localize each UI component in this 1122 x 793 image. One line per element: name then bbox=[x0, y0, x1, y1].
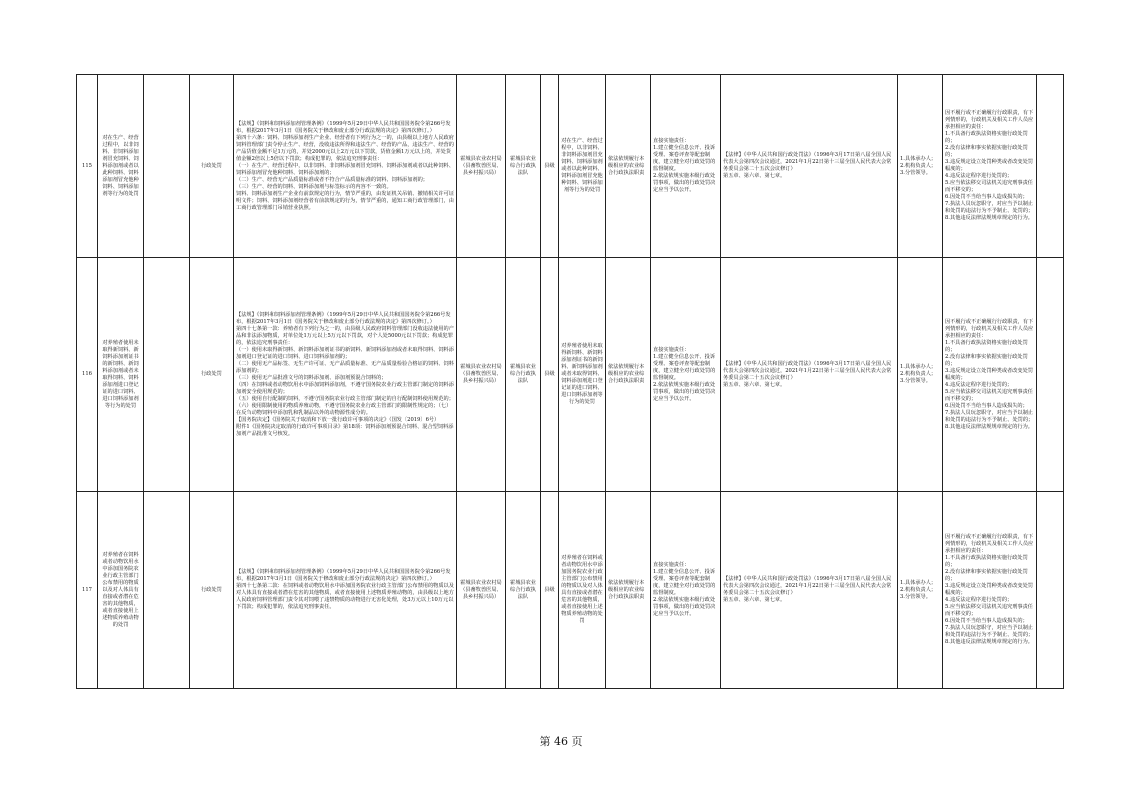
table-row bbox=[77, 492, 1064, 689]
responsibility: 依法依规履行本级相应的农业综合行政执法职责 bbox=[606, 492, 651, 689]
sub-item bbox=[144, 492, 190, 689]
row-number: 117 bbox=[77, 492, 98, 689]
responsibility: 依法依规履行本级相应的农业综合行政执法职责 bbox=[606, 75, 651, 258]
basis-paragraph: （三）生产、经营的饲料、饲料添加剂与标签标示的内容不一致的。 bbox=[236, 183, 392, 190]
implementing-department: 霍城县农业农村局（县畜牧兽医局、县乡村振兴局） bbox=[457, 258, 506, 492]
legal-basis bbox=[234, 75, 457, 258]
enforcement-team: 霍城县农业综合行政执法队 bbox=[506, 258, 541, 492]
sub-item bbox=[144, 75, 190, 258]
table-row bbox=[77, 75, 1064, 258]
basis-paragraph: （二）生产、经营无产品质量标准或者不符合产品质量标准的饲料、饲料添加剂的； bbox=[236, 176, 428, 183]
law-text: 【法律】《中华人民共和国行政处罚法》（1996年3月17日第八届全国人民代表大会第四次会议通过，2021年1月22日第十三届全国人民代表大会常务委员会第二十五次会议修订） 第五章、第六章、第七章。 bbox=[723, 360, 892, 388]
enforcement-team: 霍城县农业综合行政执法队 bbox=[506, 492, 541, 689]
subject-text: 1.具体承办人； 2.机构负责人； 3.分管领导。 bbox=[900, 364, 937, 384]
subject-text: 1.具体承办人； 2.机构负责人； 3.分管领导。 bbox=[900, 579, 937, 600]
basis-paragraph: 第四十七条第二款：在饲料或者动物饮用水中添加国务院农业行政主管部门公布禁用的物质以及对人体具有直接或者潜在危害的其他物质，或者直接使用上述物质养殖动物的，由县级以上地方人民政府饲料管理部门责令其对饲喂了违禁物质的动物进行无害化处理，处3万元以上10万元以下罚款；构成犯罪的，依法追究刑事责任。 bbox=[236, 583, 454, 610]
responsible-subject bbox=[898, 492, 943, 689]
legal-basis bbox=[234, 258, 457, 492]
sub-item bbox=[144, 258, 190, 492]
responsible-subject bbox=[898, 258, 943, 492]
basis-paragraph: 【法规】《饲料和饲料添加剂管理条例》（1999年5月29日中华人民共和国国务院令第266号发布，根据2017年3月1日《国务院关于修改和废止部分行政法规的决定》第四次修订。） bbox=[236, 311, 451, 325]
basis-paragraph: 【法规】《饲料和饲料添加剂管理条例》（1999年5月29日中华人民共和国国务院令第266号发布，根据2017年3月1日《国务院关于修改和废止部分行政法规的决定》第四次修订。） bbox=[236, 120, 451, 134]
responsible-subject bbox=[898, 75, 943, 258]
basis-paragraph: 饲料、饲料添加剂生产企业有前款规定的行为，情节严重的，由发证机关吊销、撤销相关许可证明文件；饲料、饲料添加剂经营者有前款规定的行为，情节严重的，通知工商行政管理部门，由工商行政管理部门吊销营业执照。 bbox=[236, 190, 454, 211]
liability bbox=[943, 75, 1037, 258]
responsibility-table bbox=[76, 74, 1064, 689]
basis-paragraph: （六）使用限制使用的物质养殖动物，不遵守国务院农业行政主管部门的限制性规定的；（七）在反刍动物饲料中添加乳和乳制品以外的动物源性成分的。 bbox=[236, 402, 452, 416]
basis-paragraph: （三）使用无产品批准文号的饲料添加剂、添加剂预混合饲料的； bbox=[236, 374, 387, 381]
duty-detail bbox=[651, 75, 721, 258]
duty-text: 直接实施责任： 1.建立健全信息公开、投诉受理、案卷评查等配套制度，建立健全对行政处罚的监督制度。 2.依法依规实施本级行政处罚事项，做出的行政处罚决定应当予以公开。 bbox=[653, 562, 716, 617]
implementing-department: 霍城县农业农村局（县畜牧兽医局、县乡村振兴局） bbox=[457, 75, 506, 258]
enforcement-team: 霍城县农业综合行政执法队 bbox=[506, 75, 541, 258]
remarks bbox=[1037, 492, 1064, 689]
authority-level: 县级 bbox=[541, 75, 559, 258]
duty-text: 直接实施责任： 1.建立健全信息公开、投诉受理、案卷评查等配套制度，建立健全对行政处罚的监督制度。 2.依法依规实施本级行政处罚事项，做出的行政处罚决定应当予以公开。 bbox=[653, 138, 716, 193]
item-name-repeat: 对养殖者使用未取得新饲料、新饲料添加剂证书的新饲料、新饲料添加剂或者未取得饲料、饲料添加剂进口登记证的进口饲料、进口饲料添加剂等行为的处罚 bbox=[559, 258, 606, 492]
remarks bbox=[1037, 75, 1064, 258]
item-name-repeat: 对养殖者在饲料或者动物饮用水中添加国务院农业行政主管部门公布禁用的物质以及对人体具有直接或者潜在危害的其他物质，或者直接使用上述物质养殖动物的处罚 bbox=[559, 492, 606, 689]
duty-detail bbox=[651, 258, 721, 492]
item-name-repeat: 对在生产、经营过程中，以非饲料、非饲料添加剂冒充饲料、饲料添加剂或者以此种饲料、饲料添加剂冒充他种饲料、饲料添加剂等行为的处罚 bbox=[559, 75, 606, 258]
law-text: 【法律】《中华人民共和国行政处罚法》（1996年3月17日第八届全国人民代表大会第四次会议通过，2021年1月22日第十三届全国人民代表大会常务委员会第二十五次会议修订） 第五章、第六章、第七章。 bbox=[723, 576, 892, 603]
basis-paragraph: 附件1《国务院决定取消的行政许可事项目录》第18项：饲料添加剂预混合饲料、混合型饲料添加剂产品批准文号核发。 bbox=[236, 423, 454, 437]
authority-level: 县级 bbox=[541, 492, 559, 689]
liability bbox=[943, 258, 1037, 492]
law-text: 【法律】《中华人民共和国行政处罚法》（1996年3月17日第八届全国人民代表大会第四次会议通过，2021年1月22日第十三届全国人民代表大会常务委员会第二十五次会议修订） 第五章、第六章、第七章。 bbox=[723, 152, 892, 179]
item-type: 行政处罚 bbox=[190, 258, 234, 492]
basis-paragraph: 第四十六条：饲料、饲料添加剂生产企业、经营者有下列行为之一的，由县级以上地方人民政府饲料管理部门责令停止生产、经营，没收违法所得和违法生产、经营的产品，违法生产、经营的产品货值金额不足1万元的，并处2000元以上2万元以下罚款，货值金额1万元以上的，并处货值金额2倍以上5倍以下罚款；构成犯罪的，依法追究刑事责任： bbox=[236, 134, 454, 162]
basis-paragraph: （四）在饲料或者动物饮用水中添加饲料添加剂，不遵守国务院农业行政主管部门制定的饲料添加剂安全使用规范的； bbox=[236, 381, 454, 395]
item-name: 对养殖者在饲料或者动物饮用水中添加国务院农业行政主管部门公布禁用的物质以及对人体具有直接或者潜在危害的其他物质，或者直接使用上述物质养殖动物的处罚 bbox=[98, 492, 144, 689]
duty-basis bbox=[721, 258, 898, 492]
legal-basis bbox=[234, 492, 457, 689]
item-name: 对在生产、经营过程中，以非饲料、非饲料添加剂冒充饲料、饲料添加剂或者以此种饲料、饲料添加剂冒充他种饲料、饲料添加剂等行为的处罚 bbox=[98, 75, 144, 258]
duty-text: 直接实施责任： 1.建立健全信息公开、投诉受理、案卷评查等配套制度，建立健全对行政处罚的监督制度。 2.依法依规实施本级行政处罚事项，做出的行政处罚决定应当予以公开。 bbox=[653, 346, 716, 402]
duty-basis bbox=[721, 492, 898, 689]
row-number: 116 bbox=[77, 258, 98, 492]
authority-level: 县级 bbox=[541, 258, 559, 492]
basis-paragraph: 【法规】《饲料和饲料添加剂管理条例》（1999年5月29日中华人民共和国国务院令第266号发布，根据2017年3月1日《国务院关于修改和废止部分行政法规的决定》第四次修订。） bbox=[236, 569, 451, 582]
basis-paragraph: 【国务院决定】《国务院关于取消和下放一批行政许可事项的决定》（国发〔2019〕6号） bbox=[236, 416, 440, 423]
basis-paragraph: （五）使用自行配制的饲料，不遵守国务院农业行政主管部门制定的自行配制饲料使用规范的； bbox=[236, 395, 454, 402]
basis-paragraph: （二）使用无产品标签、无生产许可证、无产品质量标准、无产品质量检验合格证的饲料、饲料添加剂的； bbox=[236, 360, 454, 374]
responsibility: 依法依规履行本级相应的农业综合行政执法职责 bbox=[606, 258, 651, 492]
item-type: 行政处罚 bbox=[190, 75, 234, 258]
basis-paragraph: （一）使用未取得新饲料、新饲料添加剂证书的新饲料、新饲料添加剂或者未取得饲料、饲料添加剂进口登记证的进口饲料、进口饲料添加剂的； bbox=[236, 346, 454, 360]
basis-paragraph: （一）在生产、经营过程中，以非饲料、非饲料添加剂冒充饲料、饲料添加剂或者以此种饲料、饲料添加剂冒充他种饲料、饲料添加剂的； bbox=[236, 162, 454, 176]
item-type: 行政处罚 bbox=[190, 492, 234, 689]
subject-text: 1.具体承办人； 2.机构负责人； 3.分管领导。 bbox=[900, 155, 937, 176]
page-number: 第 46 页 bbox=[539, 735, 583, 748]
implementing-department: 霍城县农业农村局（县畜牧兽医局、县乡村振兴局） bbox=[457, 492, 506, 689]
liability-text: 因不履行或不正确履行行政职责，有下列情形的，行政机关及相关工作人员应承担相应的责任： 1.不具备行政执法资格实施行政处罚的； 2.没有法律和事实依据实施行政处罚的； 3.违反规定设立处罚种类或者改变处罚幅度的； 4.违反法定程序进行处罚的； 5.应当依法移交司法机关追究刑事责任而不移交的； 6.因处罚不当给当事人造成损失的； 7.执法人员玩忽职守，对应当予以制止和处罚的违法行为不予制止、处罚的； 8.其他违反法律法规规章规定的行为。 bbox=[945, 534, 1034, 645]
basis-paragraph: 第四十七条第一款：养殖者有下列行为之一的，由县级人民政府饲料管理部门没收违法使用的产品和非法添加物质，对单位处1万元以上5万元以下罚款，对个人处5000元以下罚款；构成犯罪的，依法追究刑事责任： bbox=[236, 325, 454, 346]
row-number: 115 bbox=[77, 75, 98, 258]
liability bbox=[943, 492, 1037, 689]
duty-basis bbox=[721, 75, 898, 258]
item-name: 对养殖者使用未取得新饲料、新饲料添加剂证书的新饲料、新饲料添加剂或者未取得饲料、饲料添加剂进口登记证的进口饲料、进口饲料添加剂等行为的处罚 bbox=[98, 258, 144, 492]
liability-text: 因不履行或不正确履行行政职责，有下列情形的，行政机关及相关工作人员应承担相应的责任： 1.不具备行政执法资格实施行政处罚的； 2.没有法律和事实依据实施行政处罚的； 3.违反规定设立处罚种类或者改变处罚幅度的； 4.违反法定程序进行处罚的； 5.应当依法移交司法机关追究刑事责任而不移交的； 6.因处罚不当给当事人造成损失的； 7.执法人员玩忽职守，对应当予以制止和处罚的违法行为不予制止、处罚的； 8.其他违反法律法规规章规定的行为。 bbox=[945, 110, 1034, 221]
duty-detail bbox=[651, 492, 721, 689]
remarks bbox=[1037, 258, 1064, 492]
table-row bbox=[77, 258, 1064, 492]
liability-text: 因不履行或不正确履行行政职责，有下列情形的，行政机关及相关工作人员应承担相应的责任： 1.不具备行政执法资格实施行政处罚的； 2.没有法律和事实依据实施行政处罚的； 3.违反规定设立处罚种类或者改变处罚幅度的； 4.违反法定程序进行处罚的； 5.应当依法移交司法机关追究刑事责任而不移交的； 6.因处罚不当给当事人造成损失的； 7.执法人员玩忽职守，对应当予以制止和处罚的违法行为不予制止、处罚的； 8.其他违反法律法规规章规定的行为。 bbox=[945, 318, 1034, 430]
